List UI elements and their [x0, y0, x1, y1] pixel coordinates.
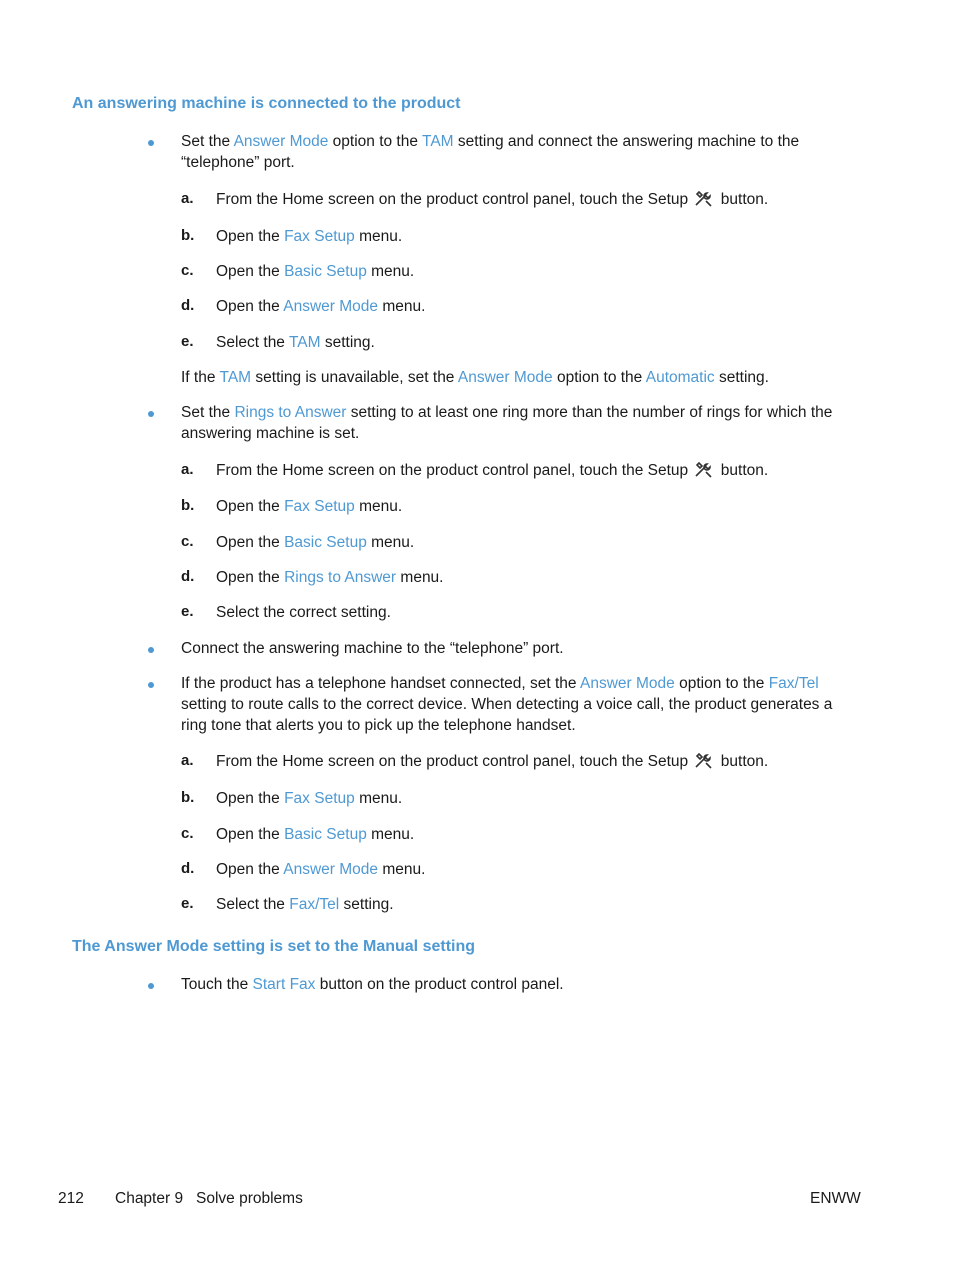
note-text: If the TAM setting is unavailable, set the Answer Mode option to the Automatic setting. [181, 369, 769, 386]
basic-setup-term: Basic Setup [284, 826, 367, 843]
setup-wrench-icon [694, 460, 714, 478]
step-marker: a. [181, 461, 194, 478]
step-marker: b. [181, 789, 195, 806]
step-marker: a. [181, 190, 194, 207]
tam-term: TAM [219, 369, 252, 386]
basic-setup-term: Basic Setup [284, 534, 367, 551]
tam-term: TAM [422, 133, 454, 150]
bullet-text: Touch the Start Fax button on the product control panel. [181, 976, 564, 993]
step-text: Open the Fax Setup menu. [216, 498, 403, 515]
bullet-text: Connect the answering machine to the “telephone” port. [181, 640, 564, 657]
fax-setup-term: Fax Setup [284, 498, 355, 515]
step-marker: e. [181, 603, 194, 620]
automatic-term: Automatic [645, 369, 715, 386]
fax-setup-term: Fax Setup [284, 228, 355, 245]
bullet-text: If the product has a telephone handset connected, set the Answer Mode option to the Fax/Tel [181, 675, 819, 692]
bullet-icon [148, 682, 154, 688]
bullet-text: Set the Rings to Answer setting to at least one ring more than the number of rings for which the [181, 404, 833, 421]
footer-right-label: ENWW [810, 1190, 861, 1207]
step-marker: c. [181, 533, 194, 550]
setup-wrench-icon [694, 751, 714, 769]
step-text: Open the Rings to Answer menu. [216, 569, 444, 586]
answer-mode-term: Answer Mode [283, 298, 378, 315]
step-marker: c. [181, 262, 194, 279]
step-marker: b. [181, 227, 195, 244]
bullet-icon [148, 411, 154, 417]
step-text: Open the Basic Setup menu. [216, 263, 415, 280]
bullet-icon [148, 647, 154, 653]
fax-tel-term: Fax/Tel [768, 675, 819, 692]
step-marker: b. [181, 497, 195, 514]
step-text: Open the Basic Setup menu. [216, 534, 415, 551]
bullet-icon [148, 983, 154, 989]
step-marker: a. [181, 752, 194, 769]
answer-mode-term: Answer Mode [283, 861, 378, 878]
answer-mode-term: Answer Mode [580, 675, 675, 692]
step-text: Select the TAM setting. [216, 334, 375, 351]
tam-term: TAM [288, 334, 321, 351]
step-text: From the Home screen on the product control panel, touch the Setup button. [216, 191, 769, 208]
step-marker: d. [181, 860, 195, 877]
section-heading: The Answer Mode setting is set to the Manual setting [72, 938, 476, 955]
step-text: Open the Fax Setup menu. [216, 790, 403, 807]
step-text: Open the Basic Setup menu. [216, 826, 415, 843]
chapter-title: Chapter 9 Solve problems [115, 1190, 303, 1207]
step-text: From the Home screen on the product control panel, touch the Setup button. [216, 462, 769, 479]
fax-tel-term: Fax/Tel [289, 896, 340, 913]
step-marker: d. [181, 297, 195, 314]
step-text: Select the Fax/Tel setting. [216, 896, 394, 913]
step-marker: d. [181, 568, 195, 585]
step-marker: e. [181, 333, 194, 350]
bullet-text-line2: answering machine is set. [181, 425, 360, 442]
step-marker: c. [181, 825, 194, 842]
rings-to-answer-term: Rings to Answer [234, 404, 347, 421]
page-number: 212 [58, 1190, 84, 1207]
basic-setup-term: Basic Setup [284, 263, 367, 280]
setup-wrench-icon [694, 189, 714, 207]
section-heading: An answering machine is connected to the product [72, 95, 461, 112]
step-text: Open the Answer Mode menu. [216, 298, 426, 315]
bullet-icon [148, 140, 154, 146]
step-text: From the Home screen on the product control panel, touch the Setup button. [216, 753, 769, 770]
bullet-text-line3: ring tone that alerts you to pick up the telephone handset. [181, 717, 576, 734]
step-marker: e. [181, 895, 194, 912]
bullet-text: Set the Answer Mode option to the TAM setting and connect the answering machine to the [181, 133, 800, 150]
answer-mode-term: Answer Mode [457, 369, 553, 386]
step-text: Open the Fax Setup menu. [216, 228, 403, 245]
start-fax-term: Start Fax [252, 976, 316, 993]
bullet-text-line2: “telephone” port. [181, 154, 295, 171]
bullet-text-line2: setting to route calls to the correct device. When detecting a voice call, the product generates a [181, 696, 833, 713]
answer-mode-term: Answer Mode [233, 133, 329, 150]
step-text: Select the correct setting. [216, 604, 391, 621]
step-text: Open the Answer Mode menu. [216, 861, 426, 878]
rings-to-answer-term: Rings to Answer [284, 569, 397, 586]
fax-setup-term: Fax Setup [284, 790, 355, 807]
